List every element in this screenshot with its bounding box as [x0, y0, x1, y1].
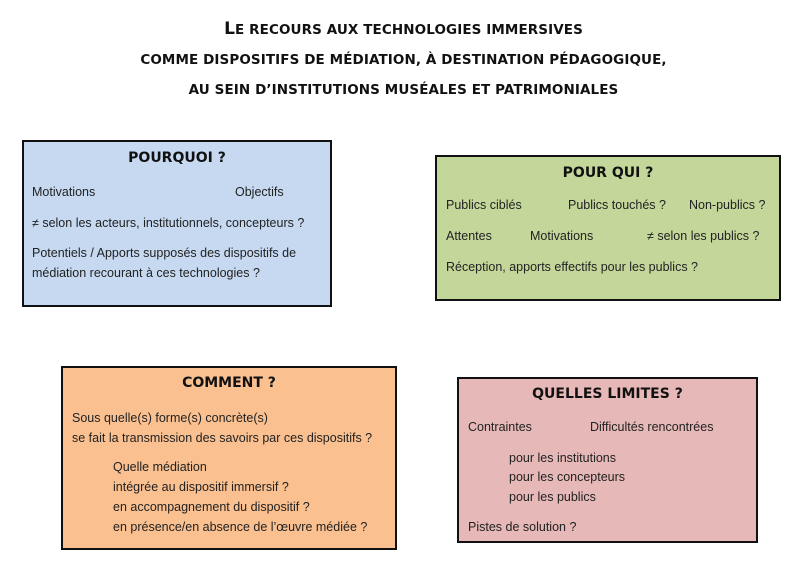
box-heading: POURQUOI ? [128, 150, 226, 166]
pour-publics-text: pour les publics [509, 490, 596, 504]
selon-publics-text: ≠ selon les publics ? [647, 229, 760, 243]
title-line-2: COMME DISPOSITIFS DE MÉDIATION, À DESTINATION PÉDAGOGIQUE, [140, 52, 667, 68]
box-heading: QUELLES LIMITES ? [532, 386, 683, 402]
forme-line-2: se fait la transmission des savoirs par ces dispositifs ? [72, 431, 373, 445]
acteurs-text: ≠ selon les acteurs, institutionnels, concepteurs ? [32, 216, 305, 230]
title-line-3: AU SEIN D’INSTITUTIONS MUSÉALES ET PATRIMONIALES [188, 82, 619, 98]
potentiels-line-1: Potentiels / Apports supposés des dispositifs de [32, 246, 297, 260]
box-quelles-limites [457, 377, 758, 543]
box-pour-qui [435, 155, 781, 301]
box-pourquoi [22, 140, 332, 307]
page-title [0, 14, 807, 105]
pour-institutions-text: pour les institutions [509, 451, 617, 465]
mediation-line-1: Quelle médiation [113, 460, 207, 474]
box-comment [61, 366, 397, 550]
pistes-text: Pistes de solution ? [468, 520, 577, 534]
publics-touches-text: Publics touchés ? [568, 198, 666, 212]
title-line-1: LE RECOURS AUX TECHNOLOGIES IMMERSIVES [224, 19, 583, 39]
mediation-line-3: en accompagnement du dispositif ? [113, 500, 310, 514]
difficultes-text: Difficultés rencontrées [590, 420, 714, 434]
box-heading: POUR QUI ? [562, 165, 654, 181]
motivations-text: Motivations [530, 229, 594, 243]
publics-cibles-text: Publics ciblés [446, 198, 522, 212]
motivations-text: Motivations [32, 185, 96, 199]
pour-concepteurs-text: pour les concepteurs [509, 470, 626, 484]
attentes-text: Attentes [446, 229, 492, 243]
mediation-line-2: intégrée au dispositif immersif ? [113, 480, 289, 494]
box-heading: COMMENT ? [182, 375, 276, 391]
reception-text: Réception, apports effectifs pour les publics ? [446, 260, 698, 274]
objectifs-text: Objectifs [235, 185, 284, 199]
mediation-line-4: en présence/en absence de l’œuvre médiée ? [113, 520, 368, 534]
contraintes-text: Contraintes [468, 420, 532, 434]
forme-line-1: Sous quelle(s) forme(s) concrète(s) [72, 411, 268, 425]
potentiels-line-2: médiation recourant à ces technologies ? [32, 266, 260, 280]
non-publics-text: Non-publics ? [689, 198, 766, 212]
